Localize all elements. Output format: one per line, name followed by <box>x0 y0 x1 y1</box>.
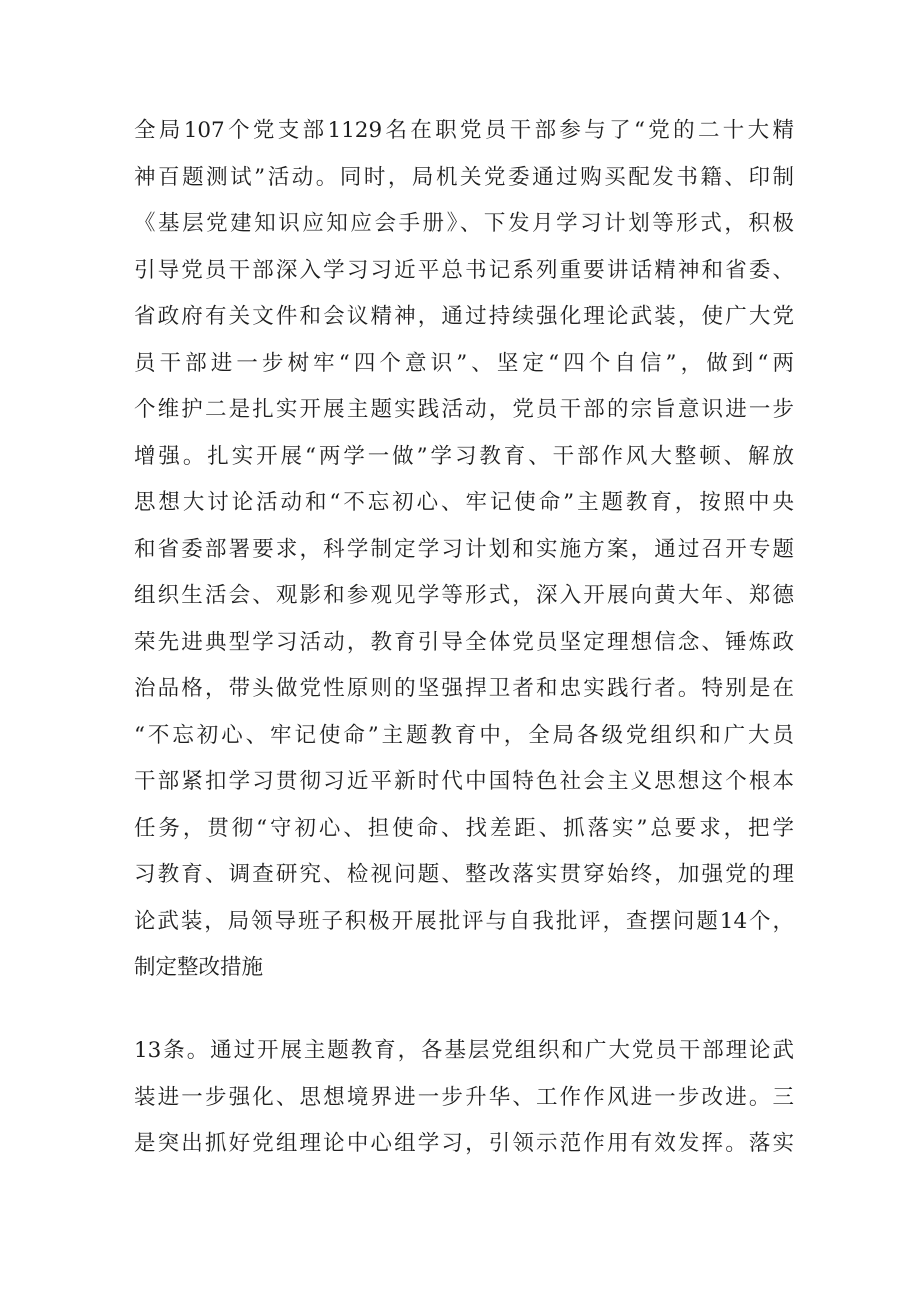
paragraph-one <box>134 108 794 992</box>
text-line: 省政府有关文件和会议精神，通过持续强化理论武装，使广大党 <box>134 304 794 329</box>
text-line: 论武装，局领导班子积极开展批评与自我批评，查摆问题14个， <box>134 908 794 934</box>
text-line: 是突出抓好党组理论中心组学习，引领示范作用有效发挥。落实 <box>134 1131 794 1156</box>
text-line: 治品格，带头做党性原则的坚强捍卫者和忠实践行者。特别是在 <box>134 676 794 701</box>
text-line: 和省委部署要求，科学制定学习计划和实施方案，通过召开专题 <box>134 536 794 562</box>
text-line: 装进一步强化、思想境界进一步升华、工作作风进一步改进。三 <box>134 1084 794 1110</box>
text-line: “不忘初心、牢记使命”主题教育中，全局各级党组织和广大员 <box>134 722 794 748</box>
text-line: 引导党员干部深入学习习近平总书记系列重要讲话精神和省委、 <box>134 257 794 283</box>
text-line: 员干部进一步树牢“四个意识”、坚定“四个自信”，做到“两 <box>134 350 794 376</box>
text-line-last: 制定整改措施 <box>134 955 264 980</box>
text-line: 荣先进典型学习活动，教育引导全体党员坚定理想信念、锤炼政 <box>134 629 794 655</box>
text-line: 13条。通过开展主题教育，各基层党组织和广大党员干部理论武 <box>134 1038 794 1063</box>
text-line: 《基层党建知识应知应会手册》、下发月学习计划等形式，积极 <box>134 211 794 236</box>
text-line: 个维护二是扎实开展主题实践活动，党员干部的宗旨意识进一步 <box>134 397 794 422</box>
text-line: 任务，贯彻“守初心、担使命、找差距、抓落实”总要求，把学 <box>134 815 794 841</box>
paragraph-two <box>134 1028 794 1168</box>
text-line: 增强。扎实开展“两学一做”学习教育、干部作风大整顿、解放 <box>134 443 794 469</box>
text-line: 全局107个党支部1129名在职党员干部参与了“党的二十大精 <box>134 118 794 143</box>
text-line: 思想大讨论活动和“不忘初心、牢记使命”主题教育，按照中央 <box>134 490 794 515</box>
text-line: 干部紧扣学习贯彻习近平新时代中国特色社会主义思想这个根本 <box>134 769 794 794</box>
text-line: 神百题测试”活动。同时，局机关党委通过购买配发书籍、印制 <box>134 164 794 190</box>
text-line: 组织生活会、观影和参观见学等形式，深入开展向黄大年、郑德 <box>134 583 794 608</box>
text-line: 习教育、调查研究、检视问题、整改落实贯穿始终，加强党的理 <box>134 862 794 887</box>
